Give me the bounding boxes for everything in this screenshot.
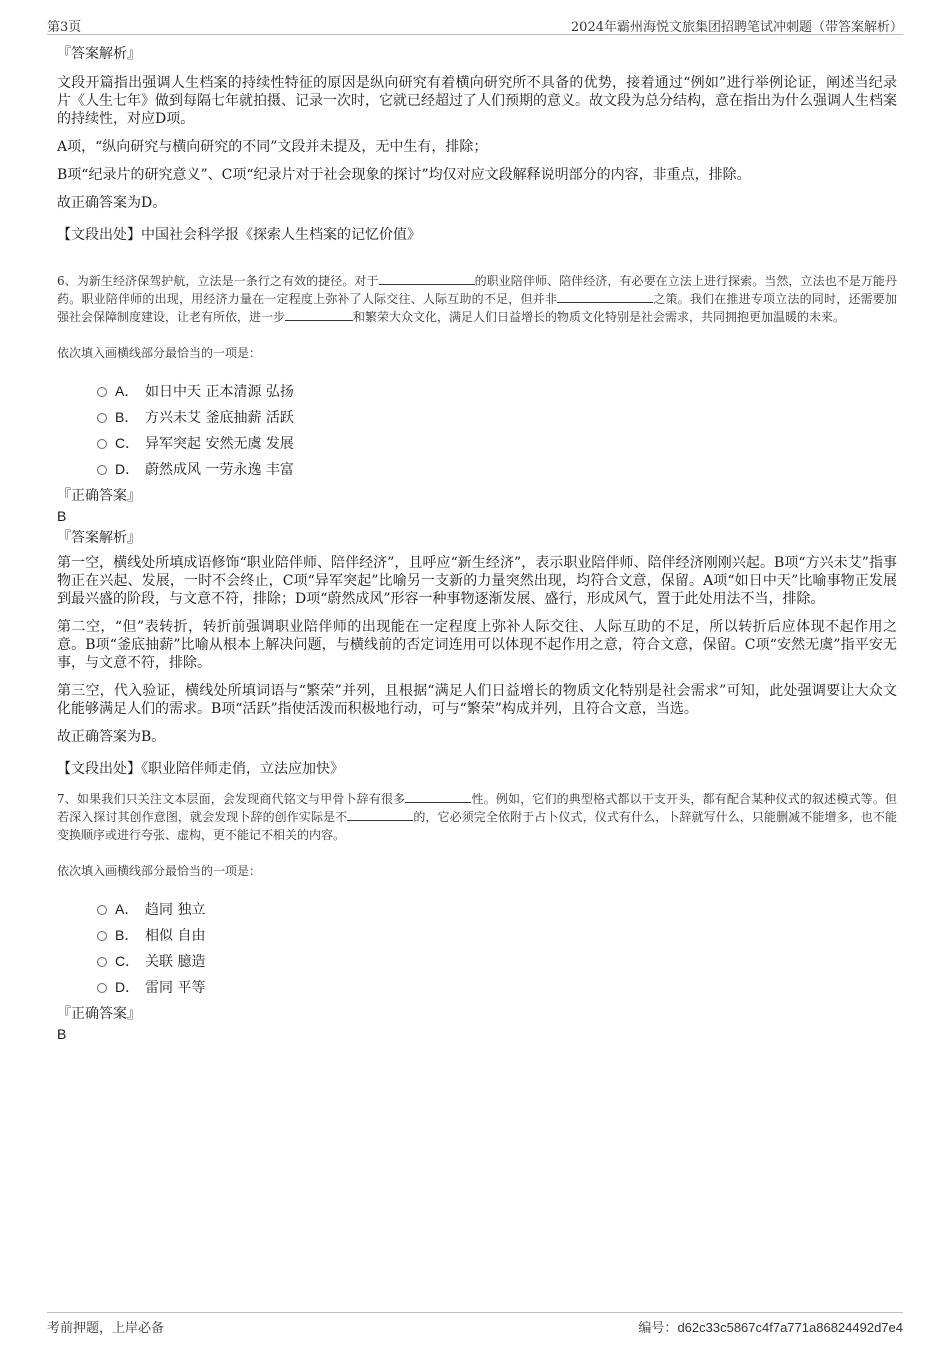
passage-source: 【文段出处】中国社会科学报《探索人生档案的记忆价值》 <box>57 227 421 243</box>
analysis-paragraph: A项，“纵向研究与横向研究的不同”文段并未提及，无中生有，排除； <box>57 139 488 155</box>
question-stem <box>57 790 897 844</box>
page-footer <box>47 1312 903 1335</box>
option-letter: D． <box>115 461 140 477</box>
stem-text: 的，它必须完全依附于占卜仪式，仪式有什么，卜辞就写什么，只能删减不能增多，也不能变换顺序或进行夸张、虚构，更不能记不相关的内容。 <box>57 810 897 842</box>
analysis-label: 『答案解析』 <box>57 46 141 62</box>
correct-answer: B <box>57 508 67 524</box>
document-code <box>638 1317 903 1336</box>
analysis-paragraph: 文段开篇指出强调人生档案的持续性特征的原因是纵向研究有着横向研究所不具备的优势，接着通过“例如”进行举例论证，阐述当纪录片《人生七年》做到每隔七年就拍摄、记录一次时，它就已经超过了人们预期的意义。故文段为总分结构，意在指出为什么强调人生档案的持续性，对应D项。 <box>57 75 897 127</box>
page-header <box>47 14 903 35</box>
document-title: 2024年霸州海悦文旅集团招聘笔试冲刺题（带答案解析） <box>570 20 903 35</box>
analysis-paragraph: 第二空，“但”表转折，转折前强调职业陪伴师的出现能在一定程度上弥补人际交往、人际互助的不足，所以转折后应体现不起作用之意。B项“釜底抽薪”比喻从根本上解决问题，与横线前的否定词连用可以体现不起作用之意，符合文意，保留。C项“安然无虞”指平安无事，与文意不符，排除。 <box>57 619 897 671</box>
question-7 <box>57 790 897 1044</box>
option-text: 关联 臆造 <box>145 954 206 970</box>
analysis-label: 『答案解析』 <box>57 530 141 546</box>
stem-text: 之策。我们在推进专项立法的同时，还需要加强社会保障制度建设，让老有所依，进一步 <box>57 292 897 324</box>
fill-blank <box>285 308 353 321</box>
option-text: 蔚然成风 一劳永逸 丰富 <box>145 462 294 478</box>
option-text: 方兴未艾 釜底抽薪 活跃 <box>145 410 294 426</box>
footer-slogan: 考前押题，上岸必备 <box>47 1321 165 1336</box>
option-text: 雷同 平等 <box>145 980 206 996</box>
question-6 <box>57 272 897 778</box>
code-label: 编号： <box>638 1321 678 1336</box>
question-prompt: 依次填入画横线部分最恰当的一项是： <box>57 346 262 360</box>
option-d[interactable] <box>97 456 897 482</box>
code-value: d62c33c5867c4f7a771a86824492d7e4 <box>677 1320 903 1335</box>
option-b[interactable] <box>97 404 897 430</box>
radio-button[interactable] <box>97 931 107 941</box>
option-letter: D． <box>115 979 140 995</box>
option-letter: C． <box>115 435 140 451</box>
radio-button[interactable] <box>97 957 107 967</box>
stem-text: 的职业陪伴师、陪伴经济，有必要在立法上进行探索。当然，立法也不是万能丹药。职业陪伴师的出现，用经济力量在一定程度上弥补了人际交往、人际互助的不足，但并非 <box>57 274 897 306</box>
passage-source: 【文段出处】《职业陪伴师走俏，立法应加快》 <box>57 761 344 777</box>
radio-button[interactable] <box>97 905 107 915</box>
correct-answer-label: 『正确答案』 <box>57 1006 141 1022</box>
option-letter: B． <box>115 409 139 425</box>
radio-button[interactable] <box>97 439 107 449</box>
radio-button[interactable] <box>97 413 107 423</box>
question-prompt: 依次填入画横线部分最恰当的一项是： <box>57 864 262 878</box>
stem-text: 性。例如，它们的典型格式都以干支开头，都有配合某种仪式的叙述模式等。但若深入探讨其创作意图，就会发现卜辞的创作实际是不 <box>57 792 897 824</box>
stem-text: 6、为新生经济保驾护航，立法是一条行之有效的捷径。对于 <box>57 274 379 288</box>
analysis-paragraph: 第三空，代入验证，横线处所填词语与“繁荣”并列，且根据“满足人们日益增长的物质文化特别是社会需求”可知，此处强调要让大众文化能够满足人们的需求。B项“活跃”指使活泼而积极地行动，可与“繁荣”构成并列，且符合文意，当选。 <box>57 683 897 717</box>
analysis-conclusion: 故正确答案为D。 <box>57 195 167 211</box>
document-body <box>57 44 897 1044</box>
option-a[interactable] <box>97 378 897 404</box>
option-letter: C． <box>115 953 140 969</box>
option-text: 相似 自由 <box>145 928 206 944</box>
stem-text: 和繁荣大众文化，满足人们日益增长的物质文化特别是社会需求，共同拥抱更加温暖的未来。 <box>353 310 846 324</box>
radio-button[interactable] <box>97 387 107 397</box>
stem-text: 7、如果我们只关注文本层面，会发现商代铭文与甲骨卜辞有很多 <box>57 792 406 806</box>
option-a[interactable] <box>97 896 897 922</box>
option-b[interactable] <box>97 922 897 948</box>
fill-blank <box>557 290 653 303</box>
option-text: 异军突起 安然无虞 发展 <box>145 436 294 452</box>
option-text: 趋同 独立 <box>145 902 206 918</box>
option-letter: A． <box>115 383 139 399</box>
page-number: 第3页 <box>47 20 82 35</box>
fill-blank <box>405 790 471 803</box>
option-list <box>97 896 897 1000</box>
analysis-paragraph: 第一空，横线处所填成语修饰“职业陪伴师、陪伴经济”，且呼应“新生经济”，表示职业陪伴师、陪伴经济刚刚兴起。B项“方兴未艾”指事物正在兴起、发展，一时不会终止，C项“异军突起”比喻另一支新的力量突然出现，均符合文意，保留。A项“如日中天”比喻事物正发展到最兴盛的阶段，与文意不符，排除；D项“蔚然成风”形容一种事物逐渐发展、盛行，形成风气，置于此处用法不当，排除。 <box>57 555 897 607</box>
option-c[interactable] <box>97 430 897 456</box>
fill-blank <box>347 808 413 821</box>
option-list <box>97 378 897 482</box>
option-letter: B． <box>115 927 139 943</box>
analysis-paragraph: B项“纪录片的研究意义”、C项“纪录片对于社会现象的探讨”均仅对应文段解释说明部分的内容，非重点，排除。 <box>57 167 751 183</box>
analysis-conclusion: 故正确答案为B。 <box>57 729 166 745</box>
question-stem <box>57 272 897 326</box>
option-text: 如日中天 正本清源 弘扬 <box>145 384 294 400</box>
radio-button[interactable] <box>97 465 107 475</box>
option-letter: A． <box>115 901 139 917</box>
correct-answer: B <box>57 1026 67 1042</box>
q5-analysis <box>57 44 897 244</box>
radio-button[interactable] <box>97 983 107 993</box>
option-d[interactable] <box>97 974 897 1000</box>
fill-blank <box>379 272 475 285</box>
correct-answer-label: 『正确答案』 <box>57 488 141 504</box>
option-c[interactable] <box>97 948 897 974</box>
